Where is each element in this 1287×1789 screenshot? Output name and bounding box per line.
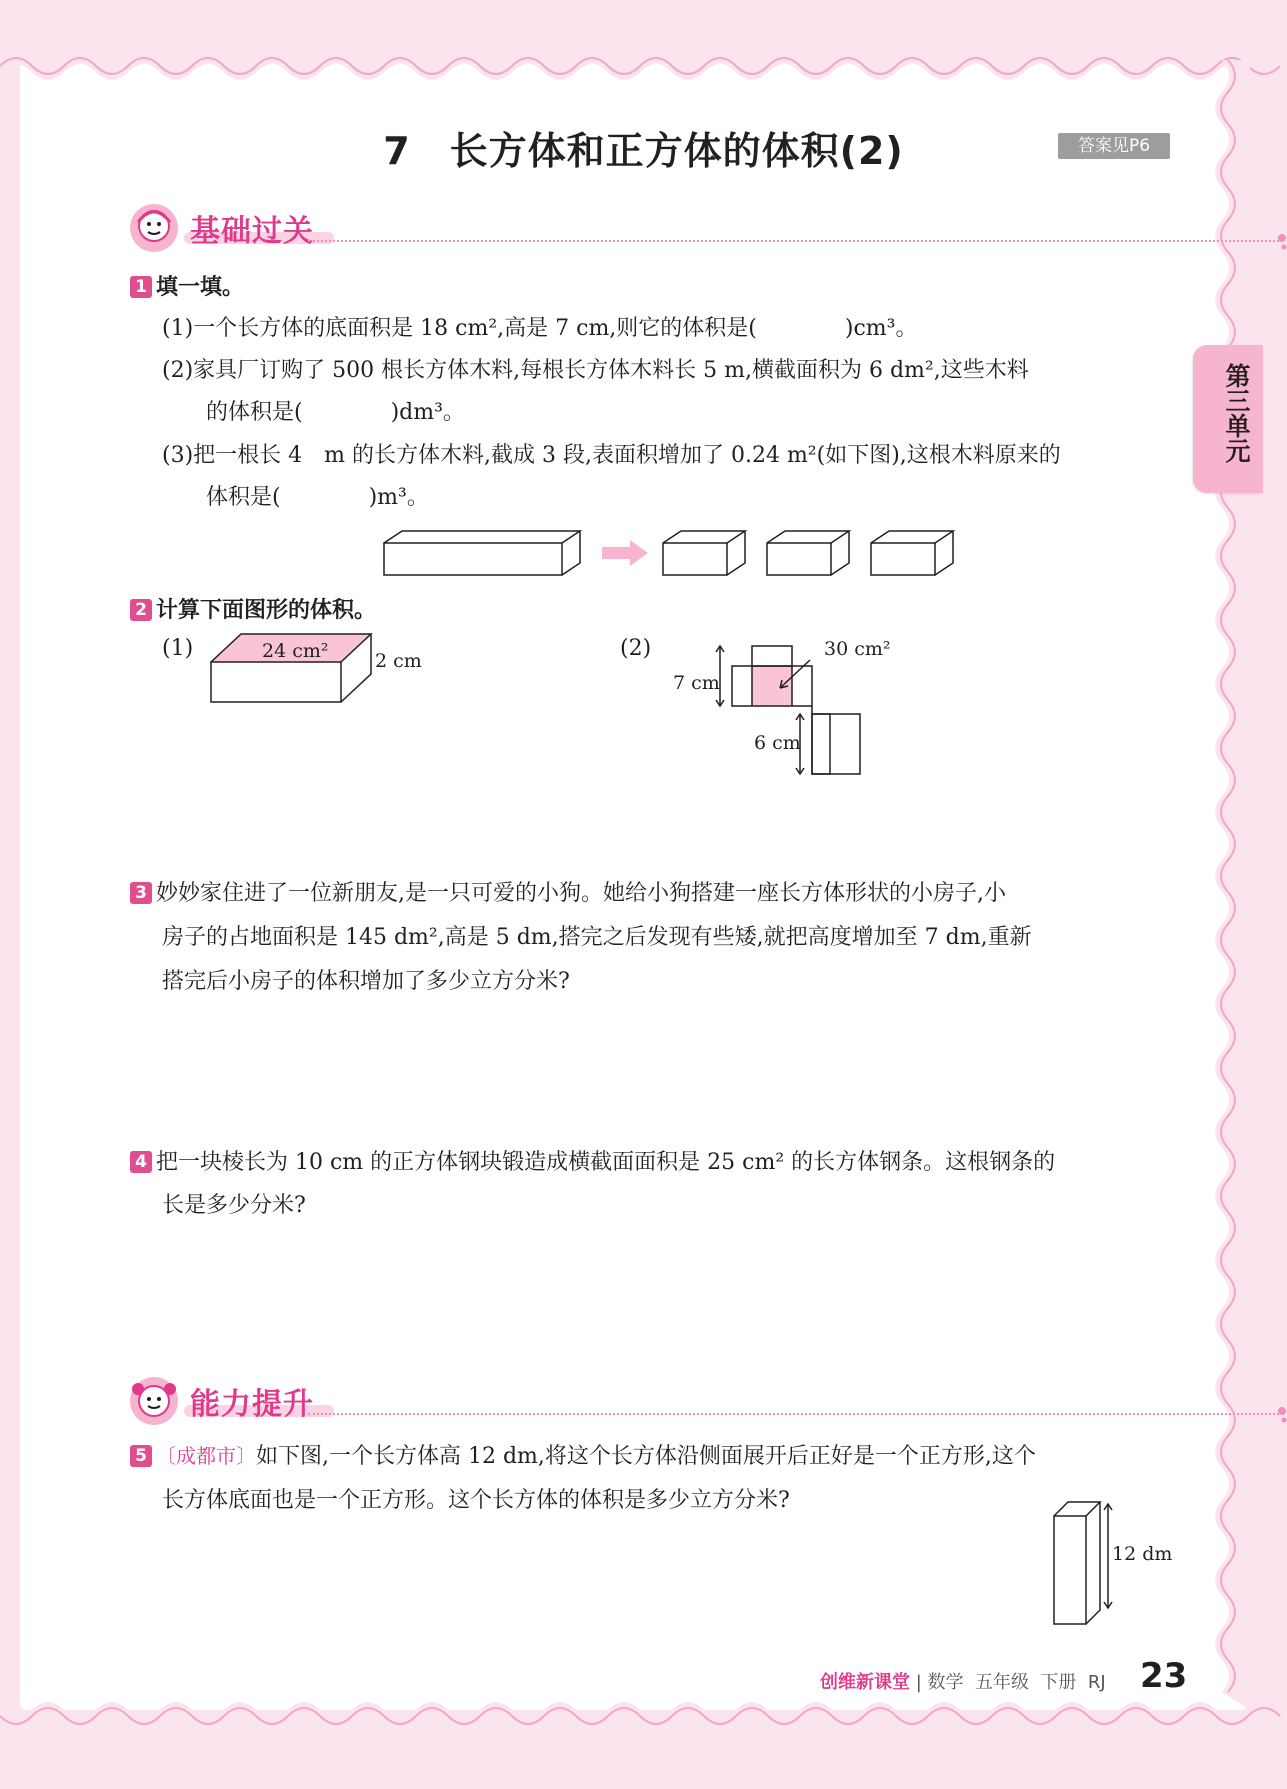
right-wave-border: [1210, 60, 1250, 1710]
mascot-icon: [128, 1375, 180, 1427]
bottom-wave-border: [0, 1700, 1287, 1740]
question-number: 2: [130, 599, 152, 621]
question-4: [130, 1147, 1055, 1179]
footer-brand: 创维新课堂: [820, 1672, 910, 1693]
q1-cut-wood-figure: [380, 525, 960, 585]
footer-edition: RJ: [1087, 1672, 1106, 1693]
answer-reference-tag: 答案见P6: [1058, 133, 1170, 159]
page-number: 23: [1140, 1656, 1188, 1696]
q4-line-1: 把一块棱长为 10 cm 的正方体钢块锻造成横截面面积是 25 cm² 的长方体钢条。这根钢条的: [156, 1150, 1056, 1175]
q5-height-label: 12 dm: [1112, 1543, 1173, 1565]
footer-grade: 五年级: [974, 1672, 1029, 1693]
q2-fig2-label: (2): [620, 636, 652, 661]
unit-side-tab: [1193, 345, 1263, 493]
question-5: [130, 1440, 1036, 1473]
arrow-right-icon: [602, 540, 648, 566]
decor-dots-icon: [1276, 232, 1287, 250]
q1-item-1: (1)一个长方体的底面积是 18 cm²,高是 7 cm,则它的体积是( )cm³。: [162, 316, 918, 341]
footer: 创维新课堂 | 数学 五年级 下册 RJ: [820, 1672, 1106, 1693]
q1-item-2: (2)家具厂订购了 500 根长方体木料,每根长方体木料长 5 m,横截面积为 6 dm²,这些木料: [162, 358, 1029, 383]
q3-line-2: 房子的占地面积是 145 dm²,高是 5 dm,搭完之后发现有些矮,就把高度增加至 7 dm,重新: [162, 925, 1032, 950]
decor-dots-icon: [1276, 1405, 1287, 1423]
footer-subject: 数学: [927, 1672, 964, 1693]
q1-item-3: (3)把一根长 4 m 的长方体木料,截成 3 段,表面积增加了 0.24 m²(如下图),这根木料原来的: [162, 443, 1061, 468]
long-bar: [384, 543, 562, 575]
question-number: 5: [130, 1445, 152, 1467]
q2-fig1-label: (1): [162, 636, 194, 661]
section-advanced-header: [128, 1375, 1188, 1425]
question-number: 4: [130, 1151, 152, 1173]
q3-line-3: 搭完后小房子的体积增加了多少立方分米?: [162, 969, 570, 994]
q5-tall-cuboid: [1050, 1498, 1120, 1628]
q2-fig2-dim2: 6 cm: [754, 732, 801, 754]
q3-line-1: 妙妙家住进了一位新朋友,是一只可爱的小狗。她给小狗搭建一座长方体形状的小房子,小: [156, 881, 1006, 906]
section-title: 基础过关: [190, 214, 314, 249]
mascot-icon: [128, 202, 180, 254]
q1-item-2-cont: 的体积是( )dm³。: [162, 400, 465, 425]
q2-fig2-area: 30 cm²: [824, 638, 891, 660]
question-title: 计算下面图形的体积。: [156, 598, 377, 623]
question-title: 填一填。: [156, 275, 245, 300]
top-wave-border: [0, 42, 1287, 82]
question-number: 3: [130, 882, 152, 904]
question-source: 〔成都市〕: [156, 1444, 256, 1468]
unit-tab-label: 第三单元: [1222, 363, 1251, 463]
question-2: [130, 593, 376, 624]
section-title: 能力提升: [190, 1387, 314, 1422]
q1-item-3-cont: 体积是( )m³。: [162, 485, 429, 510]
section-basic-header: [128, 202, 1188, 252]
q4-line-2: 长是多少分米?: [162, 1193, 306, 1218]
q2-fig1-height: 2 cm: [375, 650, 422, 672]
q2-fig2-dim1: 7 cm: [673, 672, 720, 694]
lesson-title: 7 长方体和正方体的体积(2): [383, 129, 904, 173]
question-1: [130, 270, 244, 301]
q5-line-2: 长方体底面也是一个正方形。这个长方体的体积是多少立方分米?: [162, 1488, 790, 1513]
footer-volume: 下册: [1040, 1672, 1077, 1693]
question-3: [130, 878, 1006, 910]
q2-fig2-net: [700, 640, 900, 780]
q5-line-1: 如下图,一个长方体高 12 dm,将这个长方体沿侧面展开后正好是一个正方形,这个: [256, 1444, 1036, 1469]
q2-fig1-area: 24 cm²: [262, 640, 329, 662]
question-number: 1: [130, 276, 152, 298]
